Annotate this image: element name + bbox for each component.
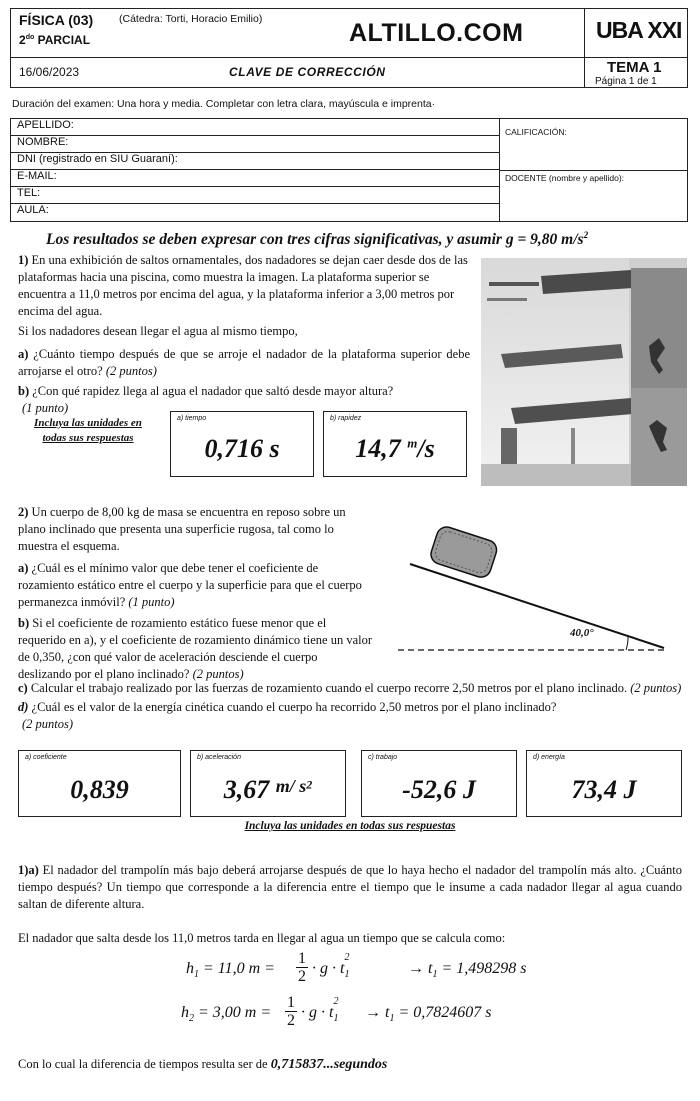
exam-label: $2^{do}$ PARCIAL (19, 33, 91, 47)
answer-1a-value: 0,716 s (204, 434, 280, 463)
student-form (10, 118, 688, 222)
answer-box-2a[interactable]: a) coeficiente 0,839 (18, 750, 181, 817)
answer-2b-value: 3,67 $^{m/ s2}$ (223, 775, 313, 804)
units-note-1: Incluya las unidades en todas sus respuestas (34, 417, 142, 444)
chair-name: (Cátedra: Torti, Horacio Emilio) (119, 13, 263, 25)
solution-paragraph-2: El nadador que salta desde los 11,0 metros tarda en llegar al agua un tiempo que se calcula como: (18, 931, 506, 945)
instructions-banner: Los resultados se deben expresar con tres cifras significativas, y asumir g = 9,80 $m/s^2$ (46, 230, 589, 249)
field-apellido[interactable]: APELLIDO: (11, 119, 499, 136)
brand-logo: ALTILLO.COM (349, 19, 524, 47)
page-count: Página 1 de 1 (595, 76, 657, 87)
field-email[interactable]: E-MAIL: (11, 170, 499, 187)
inclined-plane-diagram (390, 520, 680, 660)
field-docente[interactable]: DOCENTE (nombre y apellido): (505, 173, 625, 183)
question-2-text: 2) Un cuerpo de 8,00 kg de masa se encuentra en reposo sobre un plano inclinado que presenta una superficie rugosa, tal como lo muestra el esquema. a) ¿Cuál es el mínimo valor que debe tener el coeficiente de rozamiento estático entre el cuerpo y la superficie para que el cuerpo permanezca inmóvil? (1 punto) b) Si el coeficiente de rozamiento estático fuese menor que el requerido en a), y el coeficiente de rozamiento dinámico tiene un valor de 0,350, ¿con qué valor de aceleración desciende el cuerpo deslizando por el plano inclinado? (2 puntos) (18, 505, 373, 681)
tema-label: TEMA 1 (607, 59, 662, 76)
field-dni[interactable]: DNI (registrado en SIU Guaraní): (11, 153, 499, 170)
doc-type: CLAVE DE CORRECCIÓN (229, 65, 386, 79)
uba-xxi-logo: UBA XXI (596, 17, 682, 43)
answer-box-1b[interactable]: b) rapidez 14,7 $^m$/s (323, 411, 467, 477)
field-aula[interactable]: AULA: (17, 204, 49, 216)
solution-paragraph-1: 1)a) El nadador del trampolín más bajo deberá arrojarse después de que lo haya hecho el nadador del trampolín más alto. ¿Cuánto tiempo después? Un tiempo que corresponde a la diferencia entre el tiempo que le insume a cada nadador llegar al agua cuando saltan de diferente altura. (18, 863, 683, 911)
subject-title: FÍSICA (03) (19, 12, 94, 28)
angle-label: 40,0° (570, 627, 594, 639)
question-2-text-cont: c) Calcular el trabajo realizado por las fuerzas de rozamiento cuando el cuerpo recorre 2,50 metros por el plano inclinado. (2 puntos) d) ¿Cuál es el valor de la energía cinética cuando el cuerpo ha recorrido 2,50 metros por el plano inclinado? (2 puntos) (18, 681, 682, 731)
answer-box-2d[interactable]: d) energía 73,4 J (526, 750, 682, 817)
answer-box-1a[interactable]: a) tiempo 0,716 s (170, 411, 314, 477)
units-note-2: Incluya las unidades en todas sus respuestas (244, 820, 456, 832)
answer-2a-value: 0,839 (70, 775, 129, 804)
exam-header (10, 8, 688, 88)
answer-1b-value: 14,7 $^m$/s (355, 434, 435, 463)
answer-box-2c[interactable]: c) trabajo -52,6 J (361, 750, 517, 817)
answer-box-2b[interactable]: b) aceleración 3,67 $^{m/ s2}$ (190, 750, 346, 817)
field-calificacion[interactable]: CALIFICACIÓN: (505, 127, 567, 137)
exam-date: 16/06/2023 (19, 65, 80, 79)
field-tel[interactable]: TEL: (11, 187, 499, 204)
instructions: Duración del examen: Una hora y media. Completar con letra clara, mayúscula e imprenta· (12, 98, 436, 110)
diving-platform-photo (481, 258, 687, 486)
question-1-text: 1) En una exhibición de saltos ornamentales, dos nadadores se dejan caer desde dos de las plataformas hacia una piscina, como muestra la imagen. La plataforma superior se encuentra a 11,0 metros por encima del agua, y la plataforma inferior a 3,00 metros por encima del agua. Si los nadadores desean llegar el agua al mismo tiempo, a) ¿Cuánto tiempo después de que se arroje el nadador de la plataforma superior debe arrojarse el otro? (2 puntos) b) ¿Con qué rapidez llega al agua el nadador que saltó desde mayor altura? (1 punto) (18, 253, 471, 415)
solution-paragraph-3: Con lo cual la diferencia de tiempos resulta ser de 0,715837...segundos (18, 1057, 388, 1072)
answer-2d-value: 73,4 J (571, 775, 637, 804)
field-nombre[interactable]: NOMBRE: (11, 136, 499, 153)
answer-2c-value: -52,6 J (402, 775, 476, 804)
